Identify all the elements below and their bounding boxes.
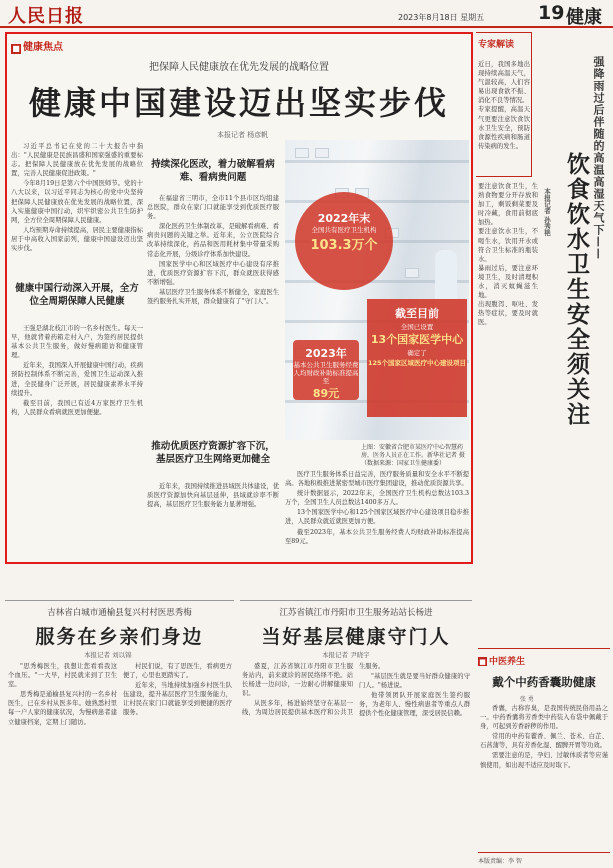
paragraph: 盛夏，江苏省镇江市丹阳市卫生服务站内，前来就诊的居民络绎不绝。站长杨进一边问诊，一边耐心讲解健康知识。 — [242, 663, 353, 698]
paragraph: 近年来，我国持续推进县域医共体建设，优质医疗资源加快向基层延伸，县域就诊率不断提高，基层医疗卫生服务能力显著增强。 — [147, 483, 279, 509]
stat-year: 2022年末 — [317, 212, 371, 225]
paragraph: 近年来，我国深入开展健康中国行动，疾病预防控制体系不断完善，爱国卫生运动深入推进，全民健身广泛开展，居民健康素养水平持续提升。 — [11, 362, 143, 397]
article-column-3 — [285, 470, 469, 560]
stat-label: 全国已设置 — [400, 323, 434, 331]
paragraph: 暴雨过后，要注意环境卫生，及时清理积水，消灭蚊蝇滋生地。 — [478, 264, 538, 300]
page-footer: 本版责编：李 智 — [478, 852, 610, 865]
dateline: 2023年8月18日 星期五 — [398, 13, 485, 22]
main-byline: 本报记者 杨彦帆 — [217, 131, 269, 139]
bottom-left-body — [8, 662, 232, 862]
paragraph: 近日，我国多地出现持续高温天气，气温较高，人们容易出现食欲不振、消化不良等情况。 — [478, 61, 530, 105]
paragraph: 深化医药卫生体制改革，是破解看病难、看病贵问题的关键之举。近年来，公立医院综合改革持续深化，药品和医用耗材集中带量采购常态化开展，分级诊疗体系加快建设。 — [147, 223, 279, 258]
main-feature — [5, 32, 473, 564]
stat-label: 全国共有医疗卫生机构 — [311, 226, 377, 234]
paragraph: 需要注意的是，孕妇、过敏体质者等应谨慎使用，如出现不适应及时取下。 — [480, 752, 608, 769]
stat-current — [367, 299, 467, 417]
paragraph: 专家提醒，高温天气更要注意饮食饮水卫生安全，预防食源性疾病和肠道传染病的发生。 — [478, 106, 530, 150]
tag-icon: ■ — [479, 657, 486, 666]
divider — [478, 648, 610, 649]
masthead — [0, 0, 613, 28]
article-column-1 — [11, 142, 143, 272]
tcm-tag-label: 中医养生 — [489, 657, 526, 667]
paragraph: 出现腹泻、呕吐、发热等症状，要及时就医。 — [478, 301, 538, 327]
paragraph: 医疗卫生服务体系日益完善，医疗服务质量和安全水平不断提高。各地积极推进紧密型城市医疗集团建设，推动优质资源共享。 — [285, 471, 469, 488]
paragraph: 要注意饮水卫生，不喝生水，饮用开水或符合卫生标准的瓶装水。 — [478, 228, 538, 263]
paragraph: 国家医学中心和区域医疗中心建设有序推进，优质医疗资源扩容下沉，群众就医获得感不断增强。 — [147, 260, 279, 286]
paragraph: "思秀梅医生，我想让您看看我这个血压。"一大早，村民就来到了卫生室。 — [8, 663, 117, 689]
vertical-subtitle: 强降雨过后伴随的高温高湿天气下—— — [592, 56, 605, 260]
paragraph: 要注意饮食卫生，生熟食物要分开存放和加工，剩饭剩菜要及时冷藏，食用前彻底加热。 — [478, 183, 538, 227]
stat-2022 — [295, 192, 393, 290]
paragraph: 基层医疗卫生服务体系不断健全，家庭医生签约服务扎实开展，群众健康有了"守门人"。 — [147, 288, 279, 306]
paragraph: 王强是湖北枝江市的一名乡村医生。每天一早，他就背着药箱走村入户，为签约居民提供基本公共卫生服务，做好慢病随访和健康管理。 — [11, 325, 143, 360]
newspaper-logo: 人民日报 — [8, 6, 84, 27]
paragraph: 今年8月19日是第六个中国医师节。党的十八大以来，以习近平同志为核心的党中央坚持把保障人民健康放在优先发展的战略位置，深入实施健康中国行动，织牢织密公共卫生防护网，全方位全周期保障人民健康。 — [11, 180, 143, 224]
section-title: 健康 — [566, 7, 602, 28]
divider — [5, 600, 234, 601]
photo-caption: 上图：安徽省合肥市某医疗中心智慧药房，医务人员正在工作。新华社记者 摄（数据来源：国家卫生健康委） — [361, 444, 465, 467]
main-headline: 健康中国建设迈出坚实步伐 — [28, 84, 449, 122]
expert-tag: 专家解读 — [478, 40, 515, 50]
article-column-1b — [11, 324, 143, 560]
stat-value: 125个国家区域医疗中心建设项目 — [367, 359, 467, 367]
stat-label: 基本公共卫生服务经费人均财政补助标准提高至 — [293, 361, 359, 385]
stat-title: 截至目前 — [395, 307, 439, 320]
subhead-1: 健康中国行动深入开展，全方位全周期保障人民健康 — [15, 283, 139, 307]
subhead-3: 推动优质医疗资源扩容下沉，基层医疗卫生网络更加健全 — [151, 441, 275, 465]
bottom-left-headline: 服务在乡亲们身边 — [35, 626, 204, 648]
stat-value: 13个国家医学中心 — [370, 333, 464, 346]
paragraph: 香囊，古称容臭，是我国传统民俗用品之一。中药香囊将芳香类中药装入布袋中佩戴于身，可起到芳香辟秽的作用。 — [480, 705, 608, 731]
vertical-byline: 本报记者 孙秀艳 — [543, 188, 551, 236]
bottom-mid-body — [242, 662, 470, 862]
paragraph: 13个国家医学中心和125个国家区域医疗中心建设项目稳步推进，人民群众就近就医更加方便。 — [285, 509, 469, 526]
vertical-headline: 饮食饮水卫生安全须关注 — [563, 152, 590, 427]
paragraph: 人均预期寿命持续提高，居民主要健康指标居于中高收入国家前列，健康中国建设迈出坚实步伐。 — [11, 226, 143, 253]
bottom-left-kicker: 吉林省白城市通榆县复兴村村医思秀梅 — [47, 608, 192, 618]
bottom-mid-kicker: 江苏省镇江市丹阳市卫生服务站站长杨进 — [279, 608, 433, 618]
main-kicker: 把保障人民健康放在优先发展的战略位置 — [149, 62, 329, 73]
paragraph: 村民们说，有了思医生，看病更方便了，心里也更踏实了。 — [123, 663, 232, 680]
stat-value: 103.3万个 — [310, 238, 378, 253]
paragraph: 他带领团队开展家庭医生签约服务，为老年人、慢性病患者等重点人群提供个性化健康管理，深受居民信赖。 — [359, 692, 470, 718]
stat-2023 — [293, 340, 359, 400]
stat-value: 89元 — [312, 387, 340, 400]
tcm-tag — [478, 654, 525, 667]
bottom-left-byline: 本报记者 刘以锦 — [84, 651, 132, 659]
focus-tag — [11, 38, 63, 54]
article-column-2b — [147, 482, 279, 560]
bottom-mid-byline: 本报记者 尹晓宇 — [322, 651, 370, 659]
paragraph: 在福建省三明市，全市11个县市区均组建总医院，群众在家门口就能享受到优质医疗服务。 — [147, 195, 279, 221]
right-column-body — [478, 182, 538, 642]
tag-icon: ■ — [12, 44, 20, 53]
article-column-2 — [147, 194, 279, 434]
paragraph: 截至2023年，基本公共卫生服务经费人均财政补助标准提高至89元。 — [285, 528, 469, 545]
right-column-top — [478, 60, 530, 172]
stat-year: 2023年 — [305, 347, 347, 360]
lead-paragraph: 习近平总书记在党的二十大报告中指出："人民健康是民族昌盛和国家强盛的重要标志。把保障人民健康放在优先发展的战略位置，完善人民健康促进政策。" — [11, 143, 143, 178]
paragraph: 从医多年，杨进始终坚守在基层一线，为周边居民提供基本医疗和公共卫生服务。 — [242, 663, 385, 717]
stat-label: 确定了 — [407, 349, 427, 357]
divider — [240, 600, 472, 601]
paragraph: 思秀梅是通榆县复兴村的一名乡村医生，已在乡村从医多年。她熟悉村里每一户人家的健康状况，为慢病患者建立健康档案，定期上门随访。 — [8, 691, 117, 726]
paragraph: "基层医生就是要当好群众健康的守门人。"杨进说。 — [359, 673, 470, 690]
paragraph: 近年来，当地持续加强乡村医生队伍建设，提升基层医疗卫生服务能力，让村民在家门口就能享受到便捷的医疗服务。 — [123, 682, 232, 717]
subhead-2: 持续深化医改，着力破解看病难、看病贵问题 — [151, 159, 275, 183]
focus-tag-label: 健康焦点 — [23, 42, 63, 53]
tcm-body — [480, 704, 608, 848]
bottom-mid-headline: 当好基层健康守门人 — [261, 626, 451, 648]
page-number: 19 — [538, 2, 565, 24]
paragraph: 截至目前，我国已有近4万家医疗卫生机构，人民群众看病就医更加便捷。 — [11, 399, 143, 416]
tcm-headline: 戴个中药香囊助健康 — [492, 675, 596, 689]
tcm-byline: 张 勇 — [520, 696, 534, 703]
paragraph: 常用的中药有藿香、佩兰、苍术、白芷、石菖蒲等，具有芳香化湿、醒脾开胃等功效。 — [480, 733, 608, 750]
paragraph: 统计数据显示，2022年末，全国医疗卫生机构总数达103.3万个，全国卫生人员总数达1400多万人。 — [285, 490, 469, 507]
